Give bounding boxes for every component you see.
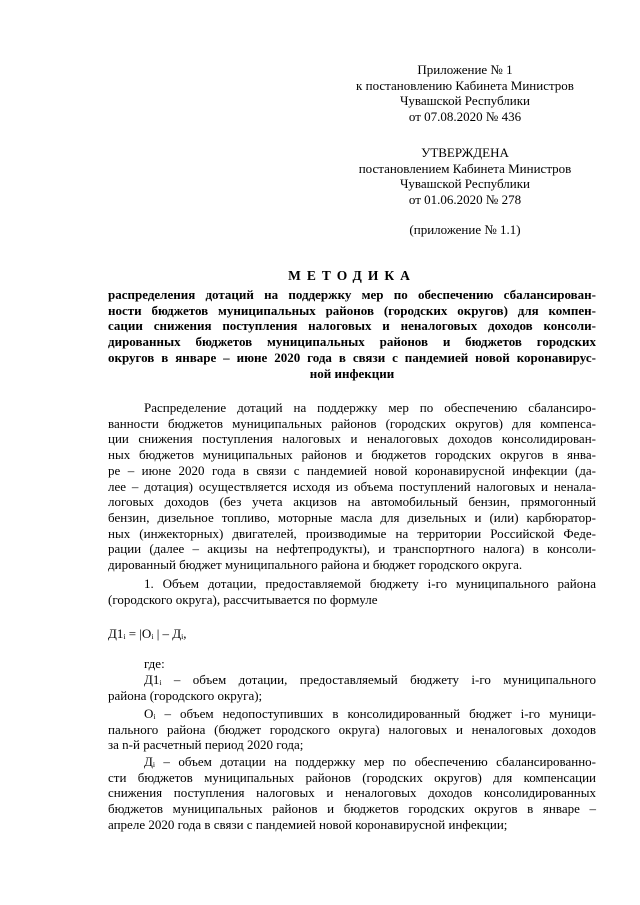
paragraph-line: Распределение дотаций на поддержку мер по обеспечению сбалансиро- — [144, 400, 596, 415]
subtitle-line: ной инфекции — [309, 365, 395, 381]
appendix-note: (приложение № 1.1) — [409, 222, 521, 237]
appendix-line: к постановлению Кабинета Министров — [356, 77, 574, 93]
paragraph-line: ре – июне 2020 года в связи с пандемией новой коронавирусной инфекции (да- — [108, 462, 596, 478]
paragraph-line: ных бюджетов муниципальных районов и бюджетов городских округов в янва- — [108, 447, 596, 463]
formula: Д1ᵢ = |Oᵢ | – Дᵢ, — [108, 626, 187, 641]
paragraph-line: апреле 2020 года в связи с пандемией новой коронавирусной инфекции; — [108, 816, 508, 832]
approval-line: УТВЕРЖДЕНА — [421, 145, 509, 160]
appendix-line: от 07.08.2020 № 436 — [408, 108, 522, 124]
paragraph-line: района (городского округа); — [108, 687, 263, 703]
paragraph-line: (городского округа), рассчитывается по формуле — [108, 591, 378, 607]
document-subtitle — [108, 287, 596, 381]
paragraph-line: бензин, дизельное топливо, моторные масла для дизельных и (или) карбюратор- — [108, 509, 596, 525]
paragraph-line: ных (инжекторных) двигателей, производимые на территории Российской Феде- — [108, 525, 596, 541]
paragraph-line: сти бюджетов муниципальных районов (городских округов) для компенсации — [108, 769, 596, 785]
appendix-line: Приложение № 1 — [417, 62, 513, 77]
paragraph-line: 1. Объем дотации, предоставляемой бюджету i-го муниципального района — [144, 576, 596, 591]
document-title: МЕТОДИКА — [288, 268, 416, 283]
paragraph-line: ции снижения поступления налоговых и неналоговых доходов консолидирован- — [108, 431, 596, 447]
approval-line: Чувашской Республики — [399, 176, 531, 191]
definition-o — [108, 706, 596, 753]
paragraph-line: логовых доходов (без учета акцизов на автомобильный бензин, прямогонный — [108, 494, 596, 510]
item-1-paragraph — [108, 576, 596, 607]
approval-line: от 01.06.2020 № 278 — [408, 191, 522, 207]
definition-d — [108, 754, 596, 833]
intro-paragraph — [108, 400, 596, 573]
paragraph-line: Дᵢ – объем дотации на поддержку мер по обеспечению сбалансированно- — [144, 754, 596, 769]
paragraph-line: за n-й расчетный период 2020 года; — [108, 737, 304, 753]
paragraph-line: Oᵢ – объем недопоступивших в консолидированный бюджет i-го муници- — [144, 706, 596, 721]
paragraph-line: ванности бюджетов муниципальных районов (городских округов) для компенса- — [108, 415, 596, 431]
subtitle-line: дированных бюджетов муниципальных районов и бюджетов городских — [108, 334, 596, 350]
appendix-line: Чувашской Республики — [399, 93, 531, 108]
subtitle-line: округов в январе – июне 2020 года в связи с пандемией новой коронавирус- — [108, 349, 596, 365]
subtitle-line: ности бюджетов муниципальных районов (городских округов) для компен- — [108, 302, 596, 318]
paragraph-line: Д1ᵢ – объем дотации, предоставляемый бюджету i-го муниципального — [144, 672, 596, 687]
subtitle-line: сации снижения поступления налоговых и неналоговых доходов консоли- — [108, 318, 596, 334]
paragraph-line: снижения поступления налоговых и неналоговых доходов консолидированных — [108, 785, 596, 801]
approval-header — [340, 145, 590, 207]
paragraph-line: лее – дотация) осуществляется исходя из объема поступлений налоговых и ненала- — [108, 478, 596, 494]
subtitle-line: распределения дотаций на поддержку мер по обеспечению сбалансирован- — [108, 287, 596, 302]
paragraph-line: дированный бюджет муниципального района и бюджет городского округа. — [108, 557, 523, 573]
approval-line: постановлением Кабинета Министров — [358, 160, 572, 176]
where-label: где: — [144, 656, 165, 671]
paragraph-line: пального района (бюджет городского округа) налоговых и неналоговых доходов — [108, 721, 596, 737]
paragraph-line: рации (далее – акцизы на нефтепродукты), и транспортного налога) в консоли- — [108, 541, 596, 557]
paragraph-line: бюджетов муниципальных районов и бюджетов городских округов в январе – — [108, 801, 596, 817]
appendix-header — [340, 62, 590, 124]
definition-d1 — [108, 672, 596, 703]
